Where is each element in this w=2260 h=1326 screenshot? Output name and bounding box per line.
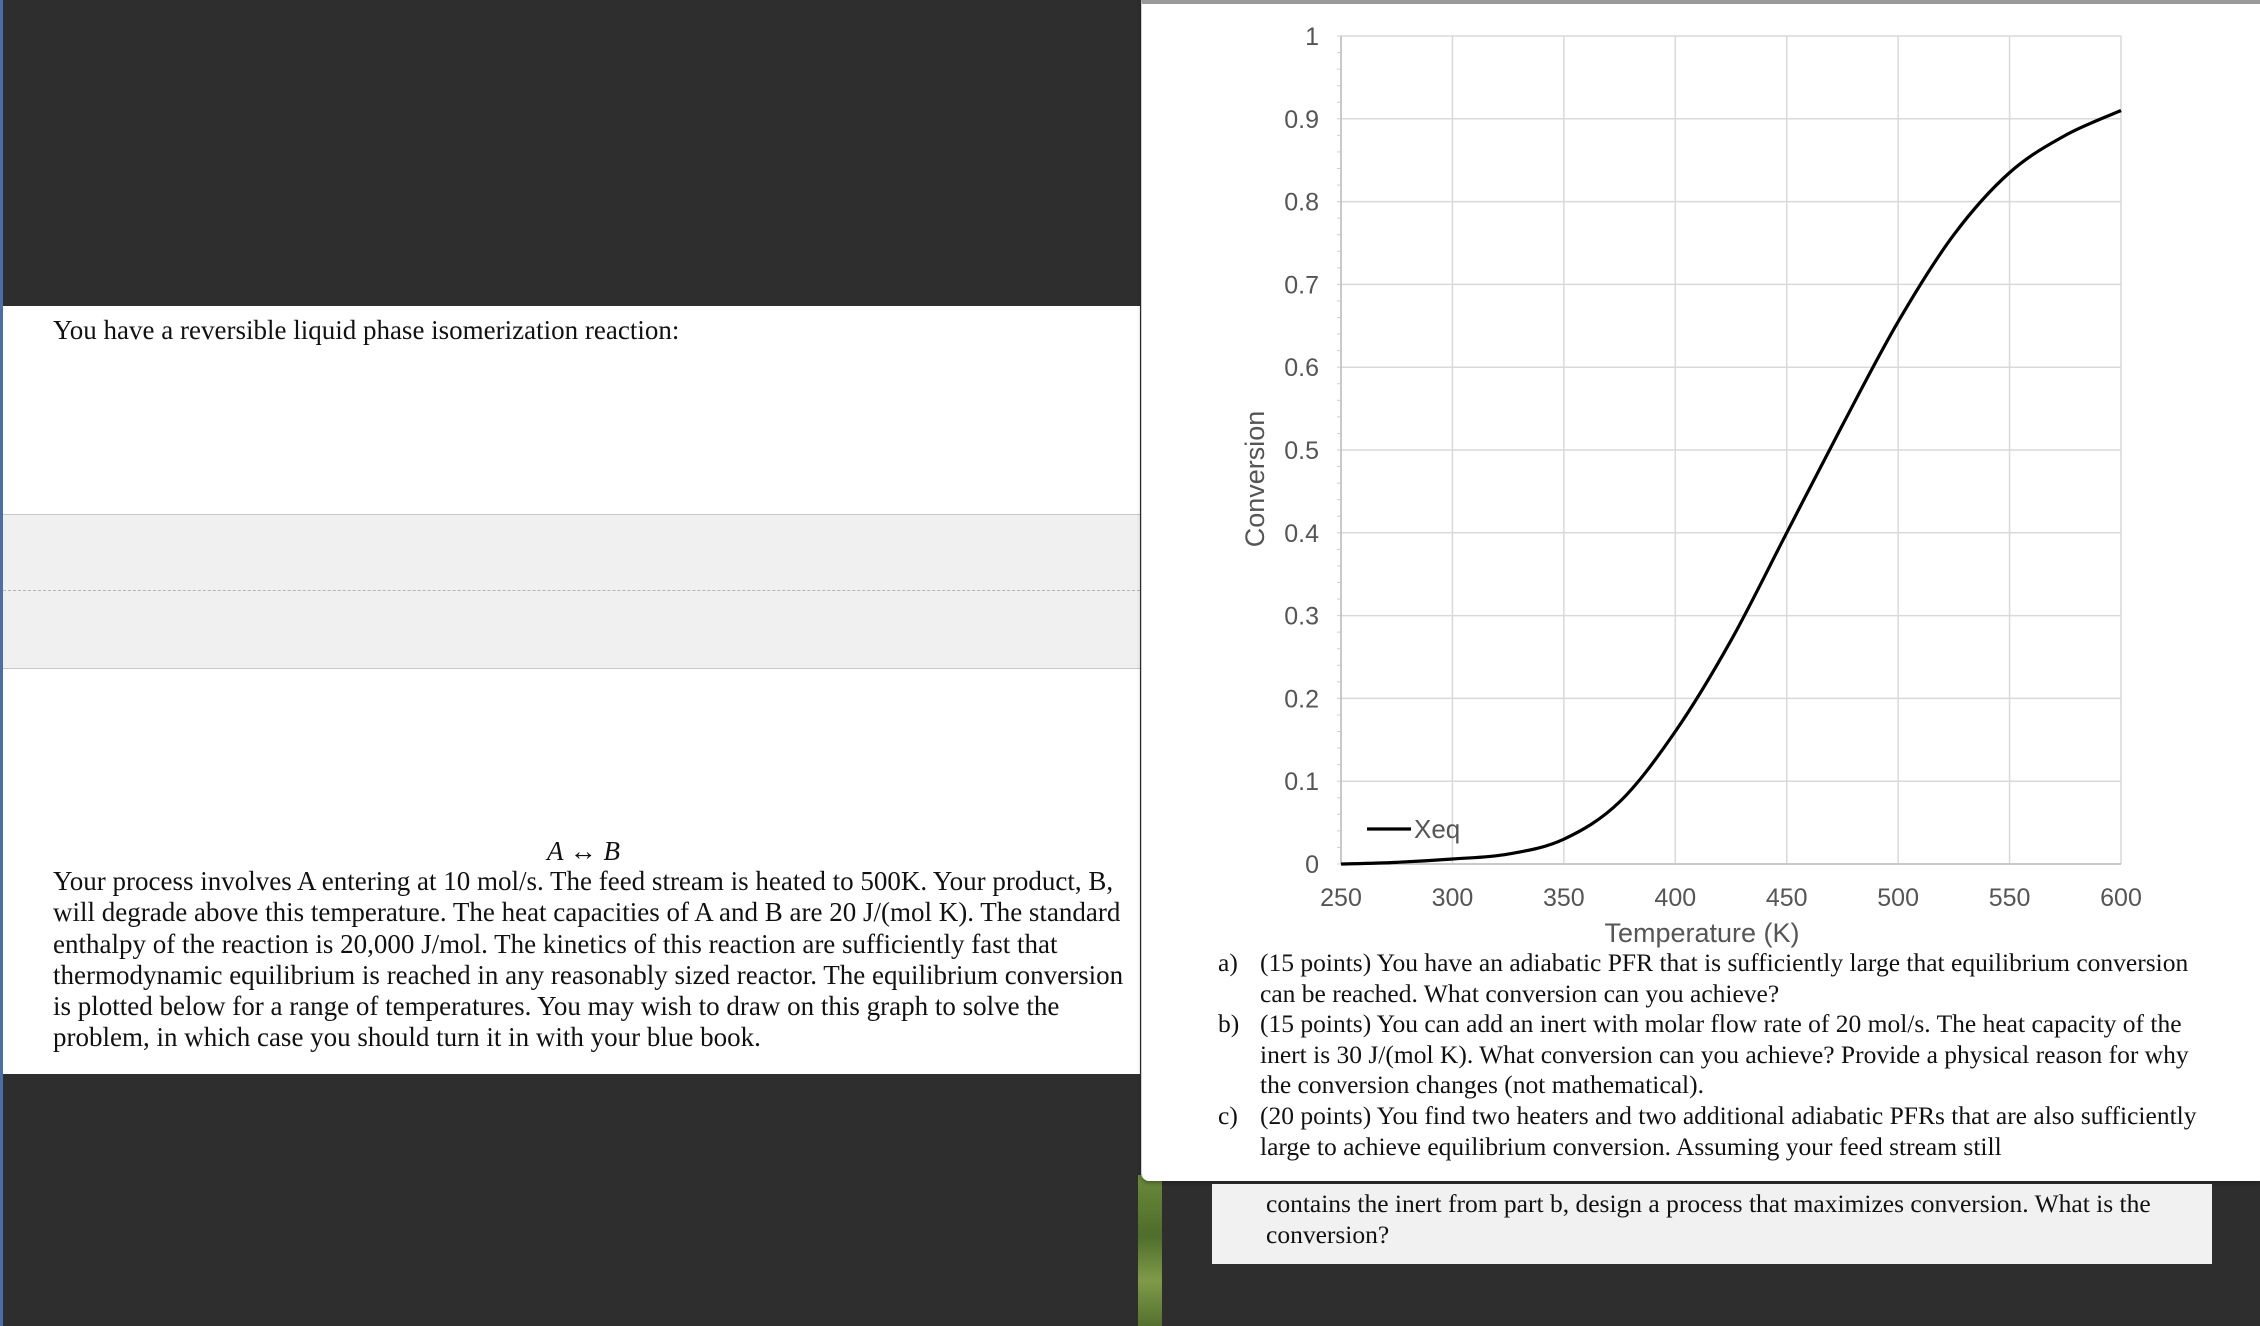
y-tick-label: 0.6 (1284, 354, 1319, 383)
question-label: b) (1218, 1009, 1240, 1039)
x-tick-label: 350 (1542, 884, 1585, 912)
y-tick-label: 0.9 (1284, 105, 1319, 134)
question-c (1218, 1101, 2218, 1162)
y-tick-label: 0.3 (1284, 602, 1319, 631)
x-tick-label: 300 (1431, 884, 1474, 912)
problem-paragraph: Your process involves A entering at 10 mol/s. The feed stream is heated to 500K. Your product, B, will degrade above this temperature. The heat capacities of A and B are 20 J/(mol K). The standard enthalpy of the reaction is 20,000 J/mol. The kinetics of this reaction are sufficiently fast that thermodynamic equilibrium is reached in any reasonably sized reactor. The equilibrium conversion is plotted below for a range of temperatures. You may wish to draw on this graph to solve the problem, in which case you should turn it in with your blue book. (53, 866, 1124, 1053)
question-text: (15 points) You can add an inert with molar flow rate of 20 mol/s. The heat capacity of the inert is 30 J/(mol K). What conversion can you achieve? Provide a physical reason for why the conversion changes (not mathematical). (1260, 1009, 2189, 1100)
y-tick-label: 0.4 (1284, 519, 1319, 548)
problem-intro: You have a reversible liquid phase isomerization reaction: (53, 315, 680, 345)
question-text: (15 points) You have an adiabatic PFR that is sufficiently large that equilibrium conversion can be reached. What conversion can you achieve? (1260, 948, 2189, 1008)
series-line-xeq (1341, 111, 2121, 864)
question-a (1218, 948, 2218, 1009)
question-list (1218, 948, 2218, 1162)
background-photo-strip (1138, 1175, 1162, 1326)
y-axis-title: Conversion (1240, 410, 1270, 548)
legend-label: Xeq (1414, 814, 1461, 844)
y-tick-label: 0.5 (1284, 437, 1319, 465)
x-tick-label: 400 (1654, 884, 1697, 912)
x-tick-label: 450 (1765, 884, 1808, 912)
y-tick-label: 1 (1305, 23, 1319, 51)
y-tick-label: 0.1 (1284, 768, 1319, 797)
page-break-divider (3, 590, 1140, 591)
question-label: a) (1218, 948, 1238, 977)
x-tick-label: 500 (1877, 884, 1920, 912)
question-text: (20 points) You find two heaters and two additional adiabatic PFRs that are also sufficiently large to achieve equilibrium conversion. Assuming your feed stream still (1260, 1100, 2197, 1161)
y-tick-label: 0.2 (1284, 685, 1319, 714)
x-axis-title: Temperature (K) (1604, 918, 1800, 948)
y-tick-label: 0 (1305, 851, 1319, 879)
y-tick-label: 0.8 (1284, 188, 1319, 217)
equilibrium-conversion-chart (1142, 4, 2260, 964)
question-label: c) (1218, 1100, 1238, 1130)
x-tick-label: 250 (1320, 884, 1362, 912)
question-c-continuation: contains the inert from part b, design a process that maximizes conversion. What is the conversion? (1212, 1184, 2212, 1264)
page-break-area (3, 514, 1140, 669)
x-tick-label: 600 (2100, 884, 2142, 912)
reaction-equation: A ↔ B (547, 836, 620, 866)
y-tick-label: 0.7 (1284, 271, 1319, 300)
question-b (1218, 1009, 2218, 1101)
x-tick-label: 550 (1988, 884, 2031, 912)
